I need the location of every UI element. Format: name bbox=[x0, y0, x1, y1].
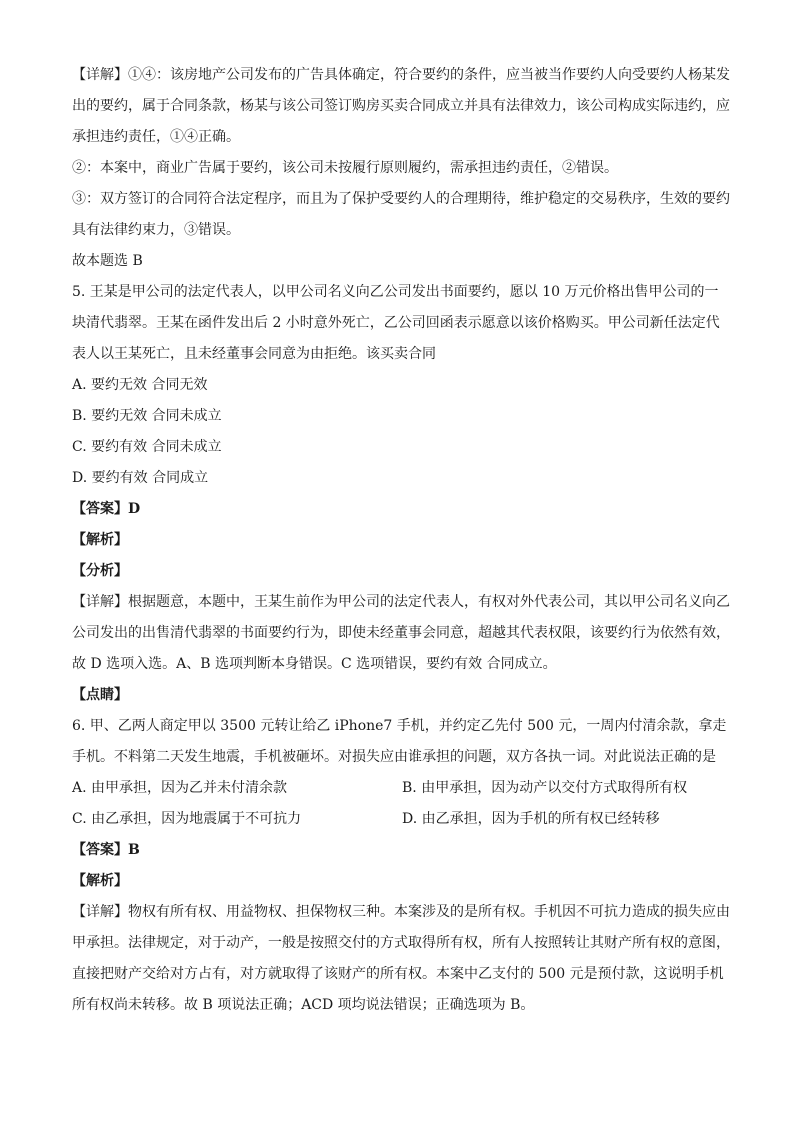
q4-detail-paragraph-2: ②：本案中，商业广告属于要约，该公司未按履行原则履约，需承担违约责任，②错误。 bbox=[72, 160, 618, 176]
q6-option-b: B. 由甲承担，因为动产以交付方式取得所有权 bbox=[402, 780, 688, 796]
q4-detail-paragraph-3: ③：双方签订的合同符合法定程序，而且为了保护受要约人的合理期待，维护稳定的交易秩序，生效的要约具有法律约束力，③错误。 bbox=[72, 191, 730, 238]
q6-option-d: D. 由乙承担，因为手机的所有权已经转移 bbox=[402, 811, 660, 827]
q5-option-a: A. 要约无效 合同无效 bbox=[72, 377, 208, 393]
q5-analysis-heading: 【解析】 bbox=[72, 532, 128, 548]
q4-detail-paragraph-1: 【详解】①④：该房地产公司发布的广告具体确定，符合要约的条件，应当被当作要约人向受要约人杨某发出的要约，属于合同条款，杨某与该公司签订购房买卖合同成立并具有法律效力，该公司构成实际违约，应承担违约责任，①④正确。 bbox=[72, 67, 730, 145]
q6-options-row-2 bbox=[72, 804, 732, 835]
q6-options-row-1 bbox=[72, 773, 732, 804]
document-page bbox=[72, 60, 732, 1021]
q6-stem: 6. 甲、乙两人商定甲以 3500 元转让给乙 iPhone7 手机，并约定乙先付 500 元，一周内付清余款，拿走手机。不料第二天发生地震，手机被砸坏。对损失应由谁承担的问题，双方各执一词。对此说法正确的是 bbox=[72, 718, 727, 765]
q5-option-c: C. 要约有效 合同未成立 bbox=[72, 439, 222, 455]
q5-option-d: D. 要约有效 合同成立 bbox=[72, 470, 209, 486]
q6-answer: 【答案】B bbox=[72, 842, 140, 858]
q6-option-a: A. 由甲承担，因为乙并未付清余款 bbox=[72, 780, 288, 796]
q6-detail: 【详解】物权有所有权、用益物权、担保物权三种。本案涉及的是所有权。手机因不可抗力造成的损失应由甲承担。法律规定，对于动产，一般是按照交付的方式取得所有权，所有人按照转让其财产所有权的意图，直接把财产交给对方占有，对方就取得了该财产的所有权。本案中乙支付的 500 元是预付款，这说明手机所有权尚未转移。故 B 项说法正确；ACD 项均说法错误；正确选项为 B。 bbox=[72, 904, 730, 1013]
q5-answer: 【答案】D bbox=[72, 501, 141, 517]
q5-stem: 5. 王某是甲公司的法定代表人，以甲公司名义向乙公司发出书面要约，愿以 10 万元价格出售甲公司的一块清代翡翠。王某在函件发出后 2 小时意外死亡，乙公司回函表示愿意以该价格购买。甲公司新任法定代表人以王某死亡，且未经董事会同意为由拒绝。该买卖合同 bbox=[72, 284, 720, 362]
q5-option-b: B. 要约无效 合同未成立 bbox=[72, 408, 222, 424]
q5-detail: 【详解】根据题意，本题中，王某生前作为甲公司的法定代表人，有权对外代表公司，其以甲公司名义向乙公司发出的出售清代翡翠的书面要约行为，即使未经董事会同意，超越其代表权限，该要约行为依然有效，故 D 选项入选。A、B 选项判断本身错误。C 选项错误，要约有效 合同成立。 bbox=[72, 594, 730, 672]
q4-conclusion: 故本题选 B bbox=[72, 253, 143, 269]
q6-option-c: C. 由乙承担，因为地震属于不可抗力 bbox=[72, 811, 302, 827]
q5-dianjing-heading: 【点睛】 bbox=[72, 687, 128, 703]
q6-analysis-heading: 【解析】 bbox=[72, 873, 128, 889]
q5-fenxi-heading: 【分析】 bbox=[72, 563, 128, 579]
